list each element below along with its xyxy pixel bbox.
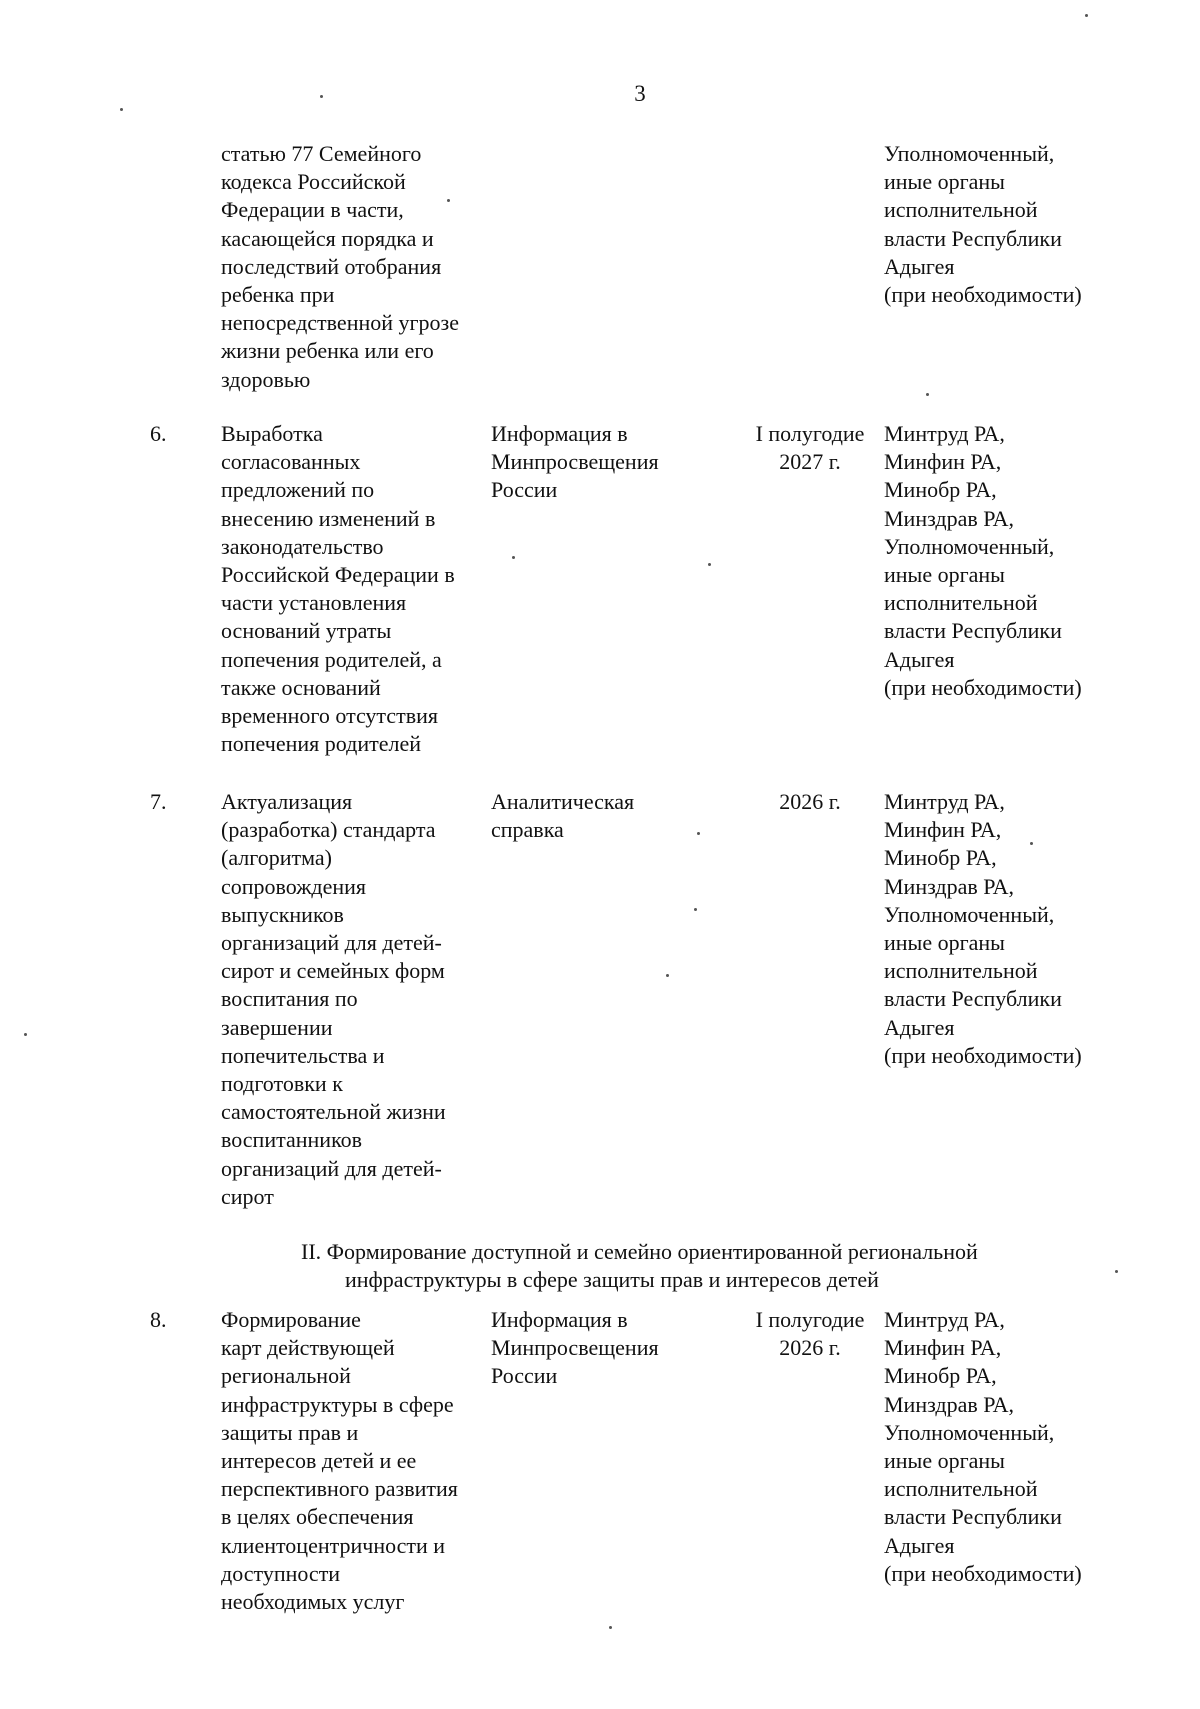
scan-speck <box>697 832 700 835</box>
scan-speck <box>512 556 515 559</box>
page-number: 3 <box>634 81 646 106</box>
activity-cell: Формирование карт действующей региональной инфраструктуры в сфере защиты прав и интересов детей и ее перспективного развития в целях обеспечения клиентоцентричности и доступности необходимых услуг <box>221 1307 458 1615</box>
scan-speck <box>447 199 450 202</box>
term-cell: I полугодие 2027 г. <box>755 421 865 475</box>
scan-speck <box>1085 14 1088 17</box>
scan-speck <box>708 563 711 566</box>
scan-speck <box>926 393 929 396</box>
scan-speck <box>320 95 323 98</box>
row-number: 8. <box>150 1307 167 1332</box>
term-cell: 2026 г. <box>779 789 841 814</box>
term-cell: I полугодие 2026 г. <box>755 1307 865 1361</box>
scan-speck <box>1030 842 1033 845</box>
scan-speck <box>1115 1270 1118 1273</box>
scan-speck <box>120 108 123 111</box>
row-number: 6. <box>150 421 167 446</box>
executors-cell: Уполномоченный, иные органы исполнительной власти Республики Адыгея (при необходимости) <box>884 141 1082 308</box>
section-heading-line: II. Формирование доступной и семейно ориентированной региональной <box>301 1239 978 1264</box>
result-cell: Аналитическая справка <box>491 789 635 843</box>
result-cell: Информация в Минпросвещения России <box>491 421 659 503</box>
scan-speck <box>694 908 697 911</box>
executors-cell: Минтруд РА, Минфин РА, Минобр РА, Минздрав РА, Уполномоченный, иные органы исполнительной власти Республики Адыгея (при необходимости) <box>884 1307 1082 1586</box>
activity-cell: статью 77 Семейного кодекса Российской Федерации в части, касающейся порядка и последствий отобрания ребенка при непосредственной угрозе жизни ребенка или его здоровью <box>221 141 459 392</box>
result-cell: Информация в Минпросвещения России <box>491 1307 659 1389</box>
executors-cell: Минтруд РА, Минфин РА, Минобр РА, Минздрав РА, Уполномоченный, иные органы исполнительной власти Республики Адыгея (при необходимости) <box>884 421 1082 700</box>
scan-speck <box>24 1033 27 1036</box>
row-number: 7. <box>150 789 167 814</box>
section-heading-line: инфраструктуры в сфере защиты прав и интересов детей <box>345 1267 879 1292</box>
scan-speck <box>609 1626 612 1629</box>
activity-cell: Выработка согласованных предложений по внесению изменений в законодательство Российской Федерации в части установления оснований утраты попечения родителей, а также оснований временного отсутствия попечения родителей <box>221 421 455 757</box>
scan-speck <box>666 974 669 977</box>
activity-cell: Актуализация (разработка) стандарта (алгоритма) сопровождения выпускников организаций для детей- сирот и семейных форм воспитания по завершении попечительства и подготовки к самостоятельной жизни воспитанников организаций для детей- сирот <box>221 789 446 1209</box>
executors-cell: Минтруд РА, Минфин РА, Минобр РА, Минздрав РА, Уполномоченный, иные органы исполнительной власти Республики Адыгея (при необходимости) <box>884 789 1082 1068</box>
